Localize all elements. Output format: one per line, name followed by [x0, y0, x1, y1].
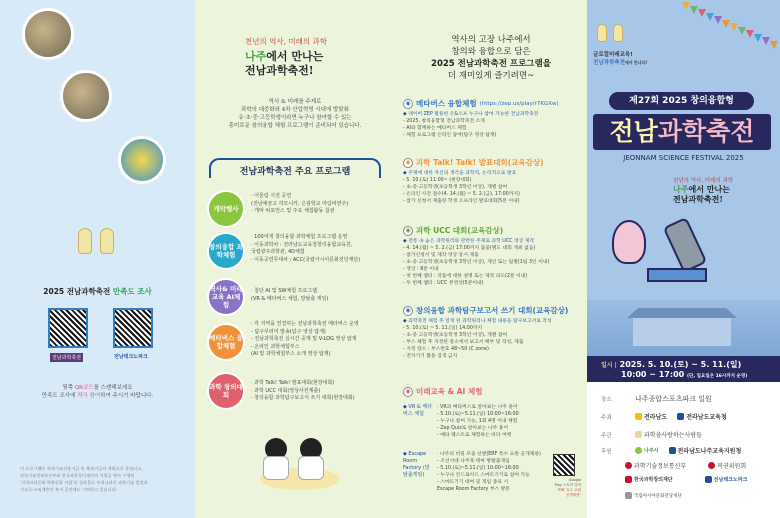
survey-instruction: 뒷쪽 QR코드를 스캔해보세요 만족도 조사에 적극 참여하여 주시기 바랍니다. [41, 385, 154, 399]
section-ai: ◉ 미래교육 & AI 체험 [403, 386, 583, 397]
section-icon: ◉ [403, 387, 413, 397]
bunting-flag [738, 27, 746, 35]
section-icon: ◉ [403, 99, 413, 109]
ai-escape-label: ◆ Escape Room Factory (방탈출게임) [403, 451, 430, 478]
scientists-microscope-illustration [597, 200, 737, 290]
festival-title: 전남과학축전 [593, 114, 771, 150]
panel-programs: 천년의 역사, 미래의 과학 나주에서 만나는 전남과학축전! 역사 & 미래를 주제로 과학의 대중화와 4차 산업혁명 시대에 발맞춰 유·초·중·고등학생이라면 누구나 참여할 수 있는 흥미로운 창의융합 체험 프로그램이 준비되어 있습니다. 전남과학축전 주요 프로그램 개막행사 · 어울림 식전 공연 (전남예술고 하모니카, 은광학교 마림바연주) · 개막 퍼포먼스 및 주요 체험활동 참관 창의융합 과학체험 · 100여개 창의융합 과학체험 프로그램 운영 · 이동과학차 : 전라남도교육청창의융합교육원, 국립광주과학관, 4D체험 · 이동공연무대차 : ACC(국립아시아문화전당재단) 역사& 미래교육 AI체험 · 첨단 AI 및 SW체험 프로그램 (VR & 메타버스 체험, 방탈출 게임) 메타버스 융합체험 · 각 지역을 연결하는 전남과학축전 메타버스 운영 - 탐구꾸러미 발송(탐구 영상 탑재) - 전남과학축전 실시간 중계 및 V-LOG 영상 탑재 - 온라인 과학체험부스 (AI 및 과학체험부스 소개 영상 탑재) 과학 창의대회 · 과학 Talk! Talk! 발표대회(현장대회) · 과학 UCC 대회(영상사전제출) · 창의융합 과학탐구보고서 쓰기 대회(현장대회) [195, 0, 395, 518]
section-metaverse: ◉ 메타버스 융합체험 (https://zep.us/play/r7KGXw) ◆ 네이버 ZEP 활용한 온&오프 누구나 참여 가능한 전남과학축전 - 2025. 창의융합형 전남과학축전 소개 - AI와 함께하는 메타버스 체험 - 체험 프로그램 온라인 참여(탐구 영상 탑재) [403, 99, 559, 138]
program-badge: 메타버스 융합체험 [207, 323, 245, 361]
technopark-logo: 전남테크노파크 [705, 476, 748, 483]
panel-details [395, 0, 587, 518]
qr-code-festival[interactable] [48, 308, 88, 348]
qr-code-technopark[interactable] [113, 308, 153, 348]
venue-row: 장소 나주종합스포츠파크 일원 [601, 395, 712, 403]
bunting-flag [698, 9, 706, 17]
program-badge: 개막행사 [207, 190, 245, 228]
kofac-logo: 한국과학창의재단 [625, 476, 673, 483]
sponsor-row-3 [625, 476, 747, 483]
palace-building-illustration [587, 300, 780, 358]
qr-label-technopark: 전남테크노파크 [114, 354, 148, 360]
photo-science-kit [118, 136, 166, 184]
ai-escape-list: · 나주의 비밀 포졸 선발(ERF 특수 요원 공개채용) - 조선시대 나주목 테마 방탈출게임 - 5.10.(토)~5.11.(일) 10:00~16:00 - 누구나 안드로이드 스마트기기로 참여 가능 - 스마트기기 대여 및 게임 종료 시 Escape Room Factory 부스 방문 [437, 452, 541, 492]
section-report: ◉ 창의융합 과학탐구보고서 쓰기 대회(교육감상) ◆ 과학축전 체험 후 알게 된 과학원리나 체험 내용을 탐구보고서로 작성 - 5. 10.(토) ~ 5. 11.(일) 14:00까지 - 초·중·고등학생(초등학생 3학년 이상), 개별 참여 - 부스 체험 후 지정된 장소에서 보고서 배부 및 작성, 제출 - 지정 장소 : 부스번호 48~50 (C zone) - 전자기기 활용 검색 금지 [403, 306, 569, 359]
bunting-flag [690, 6, 698, 14]
section-icon: ◉ [403, 158, 413, 168]
programs-title: 전남과학축전 주요 프로그램 [209, 158, 381, 178]
bunting-flag [722, 20, 730, 28]
mascot-icon [78, 228, 92, 254]
bunting-flag [730, 23, 738, 31]
qr-label-festival: 전남과학축전 [52, 355, 81, 361]
festival-subtitle-en: JEONNAM SCIENCE FESTIVAL 2025 [623, 154, 744, 162]
qr-code-erf[interactable] [553, 454, 575, 476]
qr-caption: Google Play 스토어 검색 "ERF 특수 요원 공개채용" [554, 478, 581, 497]
headline: 역사의 고장 나주에서 창의와 융합으로 담은 2025 전남과학축전 프로그램을 더 재미있게 즐기려면~ [431, 35, 551, 81]
ai-vr-label: ◆ VR & 메타버스 체험 [403, 404, 433, 417]
mascot-icon [597, 24, 607, 42]
sponsor-row-2 [625, 461, 746, 470]
bunting-flag [762, 37, 770, 45]
slogan: 천년의 역사, 미래의 과학 나주에서 만나는 전남과학축전! [245, 37, 327, 77]
panel-survey [0, 0, 195, 518]
lottery-commission-logo: 복권위원회 [708, 461, 746, 470]
intro-text: 역사 & 미래를 주제로 과학의 대중화와 4차 산업혁명 시대에 발맞춰 유·초·중·고등학생이라면 누구나 참여할 수 있는 흥미로운 창의융합 체험 프로그램이 준비되어 있습니다. [228, 99, 362, 129]
section-talk: ◉ 과학 Talk! Talk! 발표대회(교육감상) ◆ 주제에 대한 자신의 생각을 과학적, 논리적으로 발표 - 5. 10.(토) 11:00~ (현장대회) - 초·중·고등학생(초등학생 3학년 이상), 개별 참여 - 온라인 사전 접수(4. 14.(월) ~ 5. 2.(금), 17:00까지) - 참가 신청서 제출한 학생 오프라인 발표대회(5분 이내) [403, 158, 544, 204]
funding-footnote: 이 프로그램은 과학기술진흥기금 및 복권기금의 재원으로 운영되고, 과학기술정보통신부와 한국과학창의재단의 지원을 받아 수행된 '지역과학문화 역량강화 사업'의 성과물로 우리나라의 과학기술 발전과 저소득·소외계층의 복지 증진에도 기여하고 있습니다. [20, 466, 148, 492]
education-office-logo: 전라남도교육청 [677, 412, 727, 421]
metaverse-link[interactable]: (https://zep.us/play/r7KGXw) [479, 100, 559, 107]
photo-experiment [60, 70, 112, 122]
survey-title: 2025 전남과학축전 만족도 조사 [43, 287, 152, 296]
mascot-icon [100, 228, 114, 254]
host-row: 주최 전라남도 전라남도교육청 [601, 414, 727, 421]
bunting-flag [754, 34, 762, 42]
msit-logo: 과학기술정보통신부 [625, 461, 686, 470]
naju-logo: 나주시 [635, 447, 659, 454]
organizer-logo: 과학을사랑하는사람들 [635, 430, 702, 439]
organizer-row: 주관 과학을사랑하는사람들 [601, 432, 702, 439]
section-ucc: ◉ 과학 UCC 대회(교육감상) ◆ 전통 속 숨은 과학원리와 관련한 주제로 과학 UCC 영상 제작 - 4. 14.(월) ~ 5. 2.(금) 17:00까지 출품(별도 대회 개최 없음) - 참가신청서 및 제작 영상 동시 제출 - 초·중·고등학생(초등학생 3학년 이상), 개인 또는 팀별(1팀 3인 이내) - 영상 : 8분 이내 - 첫 번째 챕터 : 작품에 대한 설명 또는 제작 의도(2분 이내) - 두 번째 챕터 : UCC 본영상(5분이내) [403, 226, 550, 286]
naju-education-office-logo: 전라남도나주교육지원청 [669, 446, 742, 455]
panel-cover [587, 0, 780, 518]
section-icon: ◉ [403, 226, 413, 236]
kids-experiment-illustration [255, 438, 345, 498]
jeonnam-logo: 전라남도 [635, 412, 667, 421]
program-badge: 창의융합 과학체험 [207, 232, 245, 270]
section-icon: ◉ [403, 306, 413, 316]
bunting-flag [770, 41, 778, 49]
sponsor-row-4 [625, 492, 682, 499]
acc-foundation-logo: 국립아시아문화전당재단 [625, 492, 682, 499]
date-banner: 일시 | 2025. 5. 10.(토) ~ 5. 11.(일) 10:00 ~ 17:00 (단, 일요일은 16시까지 운영) [587, 356, 780, 382]
photo-artifacts [22, 8, 74, 60]
program-badge: 역사& 미래교육 AI체험 [207, 278, 245, 316]
bunting-flag [706, 13, 714, 21]
bunting-flag [746, 30, 754, 38]
mascot-caption: 글로컬미래교육! 전남과학축전에서 만나다! [593, 52, 648, 66]
mascot-icon [613, 24, 623, 42]
cover-slogan: 천년의 역사, 미래의 과학 나주에서 만나는 전남과학축전! [673, 178, 734, 204]
bunting-flag [714, 16, 722, 24]
ai-vr-list: · VR과 메타버스로 알아보는 나주 홍어 - 5.10.(토)~5.11.(일) 10:00~16:00 - 누구나 참여 가능, 1회 4명 이내 체험 - Zep Quiz로 알아보는 나주 홍어 - 메타 퀘스트로 체험하는 바다 여행 [437, 405, 519, 438]
sponsor-row: 후원 나주시 전라남도나주교육지원청 [601, 448, 742, 455]
edition-badge: 제27회 2025 창의융합형 [609, 92, 754, 110]
bunting-flag [682, 2, 690, 10]
program-badge: 과학 창의대회 [207, 372, 245, 410]
